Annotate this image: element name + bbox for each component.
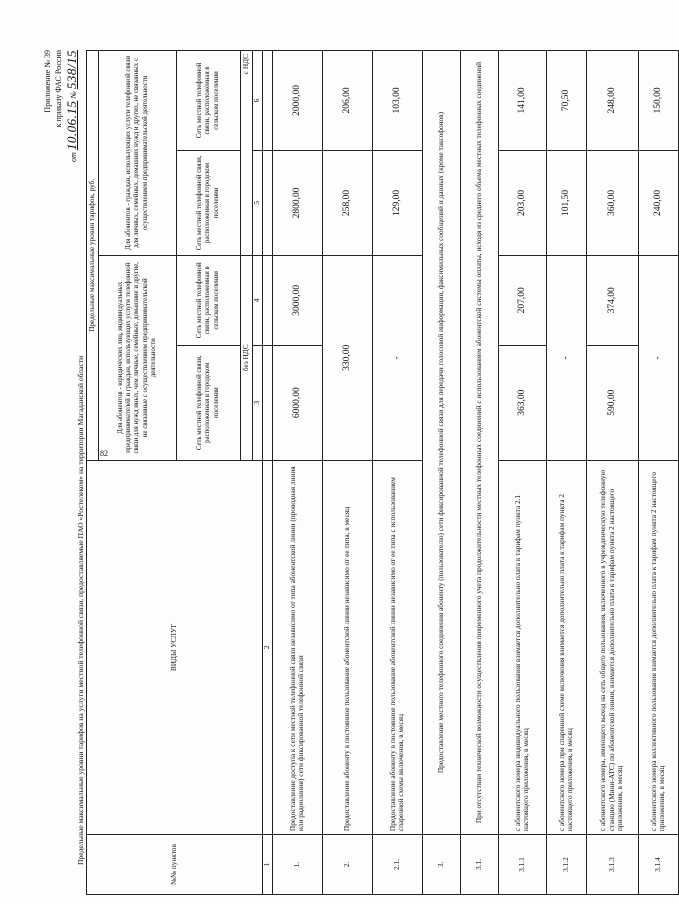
row-value: 129,00 bbox=[372, 150, 422, 255]
row-value: - bbox=[546, 255, 586, 460]
legal-entities-header: Для абонентов - юридических лиц, индивидуальных предпринимателей и граждан, использующих услуги телефонной связи для нужд иных, чем личные, семейные, домашние и другие, не связанные с осуществлением предпринимательской деятельности bbox=[99, 255, 177, 460]
table-row bbox=[498, 51, 546, 895]
legal-urban-header: Сеть местной телефонной связи, расположенная в городском поселении bbox=[177, 345, 241, 460]
row-id: 3.1. bbox=[460, 835, 498, 895]
row-value: 330,00 bbox=[322, 255, 372, 460]
row-value: 207,00 bbox=[498, 255, 546, 345]
row-value: 206,00 bbox=[322, 51, 372, 151]
row-id: 1. bbox=[272, 835, 322, 895]
date-prefix: от bbox=[69, 152, 78, 162]
row-value: 360,00 bbox=[586, 150, 638, 255]
number-prefix: № bbox=[69, 91, 78, 99]
row-service: Предоставление абоненту в постоянное пользование абонентской линии независимо от ее типа, в месяц bbox=[322, 460, 372, 834]
row-value: 203,00 bbox=[498, 150, 546, 255]
col-num-3: 3 bbox=[252, 345, 262, 460]
row-id: 3.1.4 bbox=[638, 835, 678, 895]
table-row bbox=[422, 51, 460, 895]
col-num-1: 1 bbox=[262, 835, 272, 895]
row-id: 3.1.1 bbox=[498, 835, 546, 895]
row-value: 101,50 bbox=[546, 150, 586, 255]
row-id: 2. bbox=[322, 835, 372, 895]
row-id: 3.1.2 bbox=[546, 835, 586, 895]
table-row bbox=[372, 51, 422, 895]
row-value: 248,00 bbox=[586, 51, 638, 151]
row-id: 2.1. bbox=[372, 835, 422, 895]
row-id: 3.1.3 bbox=[586, 835, 638, 895]
row-service: с абонентского номера индивидуального пользования взимается дополнительно плата к тарифам пункта 2.1 настоящего приложения, в месяц bbox=[498, 460, 546, 834]
row-service: Предоставление местного телефонного соединения абоненту (пользователю) сети фиксированной телефонной связи для передачи голосовой информации, факсимильных сообщений и данных (кроме таксофонов) bbox=[422, 51, 460, 835]
order-date: 10.06.15 bbox=[64, 100, 79, 151]
table-row bbox=[272, 51, 322, 895]
col-num-5: 5 bbox=[252, 150, 262, 255]
table-row bbox=[586, 51, 638, 895]
row-value: 363,00 bbox=[498, 345, 546, 460]
row-value: 3000,00 bbox=[272, 255, 322, 345]
row-service: с абонентского номера при спаренной схеме включения взимается дополнительно плата к тарифам пункта 2 настоящего приложения, в месяц bbox=[546, 460, 586, 834]
citizen-urban-header: Сеть местной телефонной связи, расположенная в городском поселении bbox=[177, 150, 241, 255]
legal-rural-header: Сеть местной телефонной связи, расположенная в сельском поселении bbox=[177, 255, 241, 345]
document-title: Предельные максимальные уровни тарифов на услуги местной телефонной связи, предоставляемые ПАО «Ростелеком» на территории Магаданской области bbox=[76, 355, 85, 865]
table-row bbox=[460, 51, 498, 895]
tariff-table bbox=[86, 50, 679, 895]
with-vat-label: с НДС bbox=[241, 51, 253, 256]
row-value: 70,50 bbox=[546, 51, 586, 151]
row-value: 240,00 bbox=[638, 150, 678, 255]
row-id: 3. bbox=[422, 835, 460, 895]
row-value: 2000,00 bbox=[272, 51, 322, 151]
page-number: 82 bbox=[100, 449, 108, 458]
row-value: 258,00 bbox=[322, 150, 372, 255]
row-value: 150,00 bbox=[638, 51, 678, 151]
citizen-rural-header: Сеть местной телефонной связи, расположенная в сельском поселении bbox=[177, 51, 241, 151]
appendix-label: Приложение № 39 bbox=[43, 50, 52, 113]
table-row bbox=[638, 51, 678, 895]
row-service: Предоставление доступа к сети местной телефонной связи независимо от типа абонентской линии (проводная линия или радиолиния) сети фиксированной телефонной связи bbox=[272, 460, 322, 834]
col-num-6: 6 bbox=[252, 51, 262, 151]
num-header: №№ пунктов bbox=[87, 835, 263, 895]
row-value: - bbox=[372, 255, 422, 460]
order-label: к приказу ФАС России bbox=[54, 50, 63, 128]
col-num-2: 2 bbox=[262, 460, 272, 834]
row-value: 6000,00 bbox=[272, 345, 322, 460]
row-service: с абонентского номера, имеющего выход на сеть общего пользования, включенного в учрежденческую телефонную станцию (Мини-АТС) по абонентской линии, взимается дополнительно плата к тарифам пункта 2 настоящего приложения, в месяц bbox=[586, 460, 638, 834]
row-service: Предоставление абоненту в постоянное пользование абонентской линии независимо от ее типа с использованием спаренной схемы включения, в месяц bbox=[372, 460, 422, 834]
row-value: 141,00 bbox=[498, 51, 546, 151]
row-value: 374,00 bbox=[586, 255, 638, 345]
order-number: 538/15 bbox=[64, 50, 79, 90]
table-row bbox=[322, 51, 372, 895]
row-value: 2800,00 bbox=[272, 150, 322, 255]
tariff-group-header: Предельные максимальные уровни тарифов, руб. bbox=[87, 51, 99, 461]
rotated-document bbox=[41, 50, 667, 895]
table-row bbox=[546, 51, 586, 895]
row-value: - bbox=[638, 255, 678, 460]
row-value: 103,00 bbox=[372, 51, 422, 151]
row-service: При отсутствии технической возможности осуществления повременного учета продолжительности местных телефонных соединений с использованием абонентской системы оплаты, исходя из среднего объема местных телефонных соединений bbox=[460, 51, 498, 835]
row-service: с абонентского номера коллективного пользования взимается дополнительно плата к тарифам пункта 2 настоящего приложения, в месяц bbox=[638, 460, 678, 834]
without-vat-label: без НДС bbox=[241, 255, 253, 460]
service-header: ВИДЫ УСЛУГ bbox=[87, 460, 263, 834]
citizens-header: Для абонентов - граждан, использующих услуги телефонной связи для личных, семейных, домашних нужд и других, не связанных с осуществлением предпринимательской деятельности bbox=[99, 51, 177, 256]
col-num-4: 4 bbox=[252, 255, 262, 345]
row-value: 590,00 bbox=[586, 345, 638, 460]
